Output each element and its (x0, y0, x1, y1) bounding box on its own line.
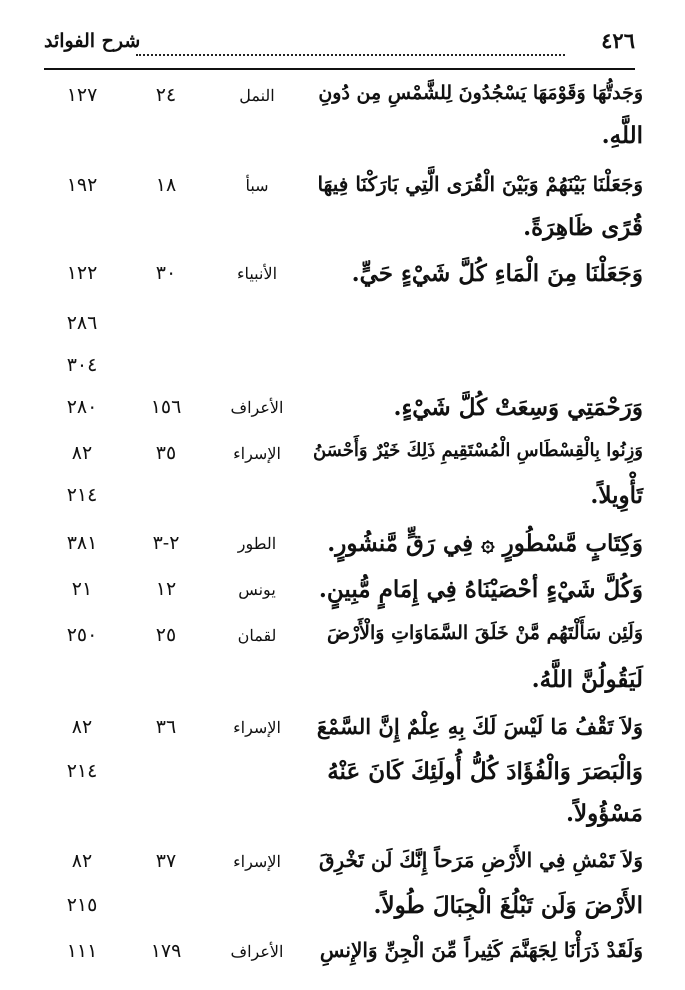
ayah-number: ٣٠ (155, 262, 177, 284)
ayah-number: ١٨ (155, 174, 177, 196)
verse-text: وَزِنُوا بِالْقِسْطَاسِ الْمُسْتَقِيمِ ذَلِكَ خَيْرٌ وَأَحْسَنُ (312, 440, 643, 461)
page-reference: ١٢٧ (66, 84, 98, 106)
surah-name: الأنبياء (236, 264, 278, 283)
index-row (36, 482, 643, 516)
page-reference: ٢٥٠ (66, 624, 98, 646)
page-reference: ٣٨١ (66, 532, 98, 554)
surah-name: الأعراف (230, 942, 284, 961)
header-rule (44, 68, 635, 70)
ayah-number: ٢٤ (155, 84, 177, 106)
surah-name: الطور (237, 534, 277, 553)
index-row (36, 310, 643, 344)
index-row (36, 172, 643, 206)
verse-text: وَجَدتُّهَا وَقَوْمَهَا يَسْجُدُونَ لِلشَّمْسِ مِن دُونِ (318, 82, 643, 104)
page-reference: ٨٢ (71, 716, 93, 738)
surah-name: الإسراء (233, 852, 281, 871)
verse-text: مَسْؤُولاً. (566, 800, 643, 827)
verse-text: وَلَقَدْ ذَرَأْنَا لِجَهَنَّمَ كَثِيراً مِّنَ الْجِنِّ وَالإِنسِ (319, 938, 643, 962)
running-title: شرح الفوائد (44, 30, 141, 52)
page-reference: ٢٨٠ (66, 396, 98, 418)
page-reference: ٢٨٦ (66, 312, 98, 334)
index-row (36, 352, 643, 386)
index-row (36, 440, 643, 474)
ayah-number: ٣٥ (155, 442, 177, 464)
index-row (36, 394, 643, 428)
page-number: ٤٢٦ (601, 28, 635, 53)
index-row (36, 214, 643, 248)
index-row (36, 758, 643, 792)
page-reference: ٢١ (71, 578, 93, 600)
ayah-number: ٢-٣ (152, 532, 180, 554)
surah-name: الإسراء (233, 444, 281, 463)
verse-text: قُرًى ظَاهِرَةً. (523, 214, 643, 241)
verse-text: وَلَئِن سَأَلْتَهُم مَّنْ خَلَقَ السَّمَاوَاتِ وَالْأَرْضَ (327, 622, 643, 644)
index-row (36, 666, 643, 700)
verse-text: وَجَعَلْنَا مِنَ الْمَاءِ كُلَّ شَيْءٍ حَيٍّ. (351, 260, 643, 287)
page-reference: ٢١٤ (66, 760, 98, 782)
index-row (36, 714, 643, 748)
verse-text: لَيَقُولُنَّ اللَّهُ. (531, 666, 643, 693)
ayah-number: ٢٥ (155, 624, 177, 646)
index-row (36, 260, 643, 294)
surah-name: الإسراء (233, 718, 281, 737)
index-row (36, 530, 643, 564)
page-reference: ٢١٤ (66, 484, 98, 506)
verse-text: وَجَعَلْنَا بَيْنَهُمْ وَبَيْنَ الْقُرَى الَّتِي بَارَكْنَا فِيهَا (317, 172, 643, 196)
verse-text: وَرَحْمَتِي وَسِعَتْ كُلَّ شَيْءٍ. (393, 394, 643, 421)
surah-name: الأعراف (230, 398, 284, 417)
ayah-number: ١٥٦ (150, 396, 182, 418)
index-row (36, 800, 643, 834)
verse-text: وَلاَ تَمْشِ فِي الأَرْضِ مَرَحاً إِنَّكَ لَن تَخْرِقَ (319, 848, 643, 872)
verse-text: وَكِتَابٍ مَّسْطُورٍ ۞ فِي رَقٍّ مَّنشُورٍ. (327, 530, 643, 557)
index-row (36, 848, 643, 882)
surah-name: لقمان (237, 626, 277, 645)
surah-name: النمل (239, 86, 275, 105)
ayah-number: ١٢ (155, 578, 177, 600)
ayah-number: ٣٧ (155, 850, 177, 872)
verse-text: وَالْبَصَرَ وَالْفُؤَادَ كُلُّ أُولَئِكَ كَانَ عَنْهُ (327, 758, 643, 785)
page-reference: ٣٠٤ (66, 354, 98, 376)
page-reference: ١٢٢ (66, 262, 98, 284)
verse-text: الأَرْضَ وَلَن تَبْلُغَ الْجِبَالَ طُولاً. (373, 892, 643, 919)
index-row (36, 892, 643, 926)
surah-name: يونس (238, 580, 276, 599)
index-row (36, 576, 643, 610)
index-row (36, 938, 643, 972)
page-header (44, 24, 635, 64)
verse-text: وَكُلَّ شَيْءٍ أحْصَيْنَاهُ فِي إِمَامٍ مُّبِينٍ. (318, 576, 643, 603)
page-reference: ٨٢ (71, 442, 93, 464)
header-dotted-leader (136, 54, 565, 56)
surah-name: سبأ (245, 176, 269, 195)
page-reference: ١٩٢ (66, 174, 98, 196)
page-reference: ٨٢ (71, 850, 93, 872)
index-row (36, 82, 643, 116)
ayah-number: ٣٦ (155, 716, 177, 738)
index-row (36, 122, 643, 156)
verse-text: وَلاَ تَقْفُ مَا لَيْسَ لَكَ بِهِ عِلْمٌ إِنَّ السَّمْعَ (316, 714, 643, 739)
verse-text: تَأْوِيلاً. (590, 482, 643, 509)
index-row (36, 622, 643, 656)
page-reference: ١١١ (66, 940, 98, 962)
page-reference: ٢١٥ (66, 894, 98, 916)
verse-text: اللَّهِ. (601, 122, 643, 149)
ayah-number: ١٧٩ (150, 940, 182, 962)
